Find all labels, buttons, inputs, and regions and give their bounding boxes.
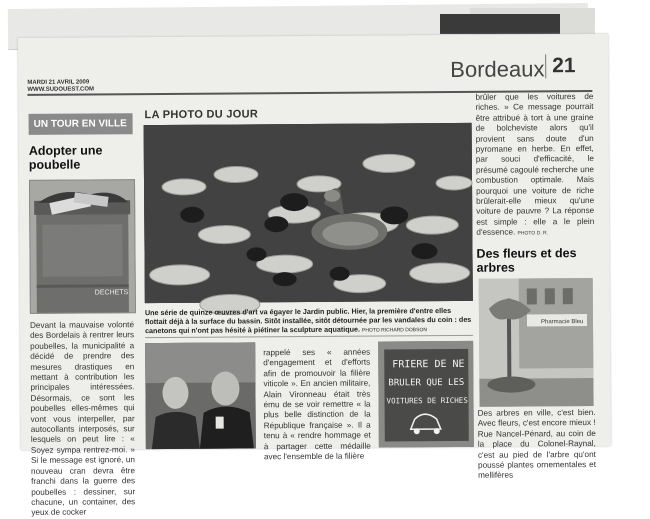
- underlying-page-strip: [440, 14, 560, 34]
- photo-caption: [145, 306, 473, 337]
- sign-image: [378, 341, 474, 448]
- flowers-headline: Des fleurs et des arbres: [476, 246, 577, 275]
- middle-article-body: rappelé ses « années d'engagement et d'efforts afin de promouvoir la filière viticole ». En ancien militaire, Alain Vironneau était très ému de se voir remettre « la plus belle distinction de la République française ». Il a tenu à « rendre hommage et à partager cette médaille avec l'ensemble de la filière: [263, 347, 371, 462]
- bin-label: DECHETS: [94, 289, 129, 297]
- article-body: Devant la mauvaise volonté des Bordelais à rentrer leurs poubelles, la municipalité a décidé de prendre des mesures drastiques en mettant à contribution les principales intéressées. Désormais, ce sont les poubelles elles-mêmes qui vont vous interpeller, par autocollants interposés, sur lesquels on peut lire : « Soyez sympa rentrez-moi. » Si le message est ignoré, un nouveau cran devra être franchi dans la guerre des poubelles : dessiner, sur chacune, un container, des yeux de cocker: [29, 320, 136, 518]
- site-url: WWW.SUDOUEST.COM: [27, 86, 95, 93]
- duck-pond-photo: [144, 123, 473, 303]
- photo-credit: PHOTO RICHARD DOBSON: [362, 327, 427, 334]
- right-top-body: brûler que les voitures de riches. » Ce message pourrait être attribué à tort à une graine de bolcheviste alors qu'il provient sans doute d'un pyromane en herbe. En effet, par souci d'efficacité, le présumé cagoulé recherche une combustion optimale. Mais pourquoi une voiture de riche brûlerait-elle mieux qu'une voiture de pauvre ? La réponse est simple : elle a le plein d'essence.: [475, 91, 595, 238]
- date-text: MARDI 21 AVRIL 2009: [27, 79, 90, 86]
- flowers-article-body: Des arbres en ville, c'est bien. Avec fleurs, c'est encore mieux ! Rue Nancel-Pénard, au coin de la place du Colonel-Raynal, c'est au pied de l'arbre qu'ont poussé plantes ornementales et mellifères: [477, 407, 597, 481]
- street-image: [479, 278, 594, 407]
- right-column-text: [475, 92, 594, 243]
- page-date: [27, 79, 94, 93]
- article-headline: Adopter une poubelle: [28, 143, 103, 172]
- photo-section-title: LA PHOTO DU JOUR: [144, 108, 259, 122]
- section-title: Bordeaux: [450, 56, 545, 82]
- trash-bin-photo: [29, 179, 136, 314]
- caption-text: Une série de quinze œuvres d'art va égayer le Jardin public. Hier, la première d'entre elles flottait déjà à la surface du bassin. Sitôt installée, sitôt détournée par les vandales du coin : des canetons qui n'ont pas hésité à piétiner la sculpture aquatique.: [144, 305, 472, 336]
- sign-line-1: FRIERE DE NE: [392, 358, 465, 371]
- sign-line-2: BRULER QUE LES: [388, 377, 465, 389]
- pharmacy-sign: Pharmacie Bleu: [540, 319, 584, 326]
- graffiti-sign-photo: [378, 341, 474, 448]
- ceremony-photo: [145, 342, 256, 449]
- trash-bin-image: [30, 180, 135, 313]
- kicker-label: UN TOUR EN VILLE: [29, 113, 133, 135]
- pond-image: [144, 123, 473, 303]
- right-top-credit: PHOTO D. R.: [517, 230, 549, 237]
- page-number: 21: [545, 54, 576, 78]
- newspaper-content: [18, 34, 611, 518]
- sign-line-3: VOITURES DE RICHES: [386, 395, 468, 406]
- street-trees-photo: [479, 278, 594, 407]
- ceremony-image: [145, 342, 256, 449]
